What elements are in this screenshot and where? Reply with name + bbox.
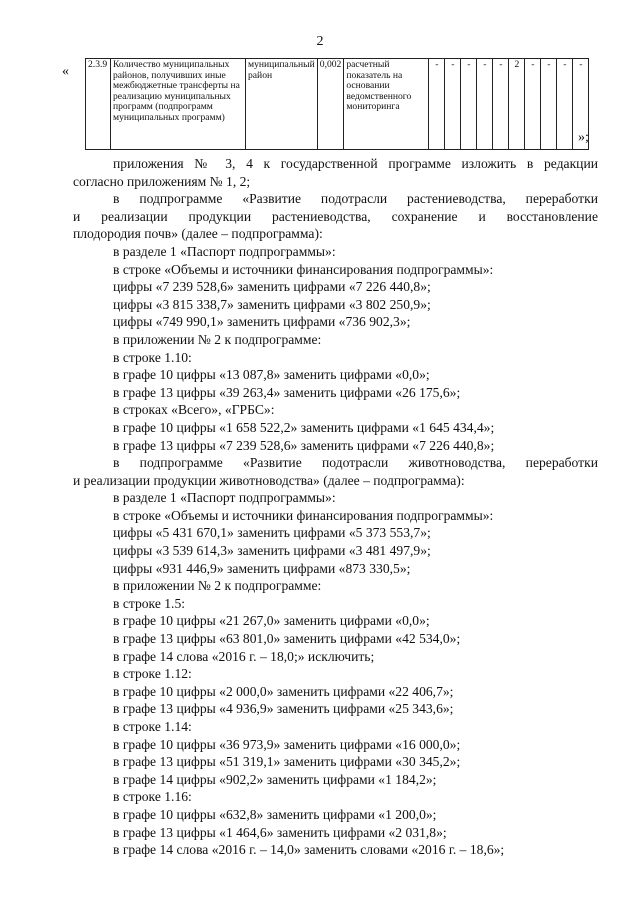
text-line: цифры «749 990,1» заменить цифрами «736 902,3»; [113, 314, 411, 330]
year-value-cell: - [525, 59, 541, 150]
amendment-table [85, 58, 589, 150]
text-line: в графе 10 цифры «1 658 522,2» заменить цифрами «1 645 434,4»; [113, 419, 495, 435]
text-line: в приложении № 2 к подпрограмме: [113, 578, 322, 594]
text-line: в строке 1.16: [113, 789, 192, 805]
year-value-cell: - [573, 59, 589, 150]
text-line: в графе 10 цифры «21 267,0» заменить цифрами «0,0»; [113, 613, 430, 629]
weight-cell: 0,002 [317, 59, 344, 150]
text-line: и реализации продукции растениеводства, сохранение и восстановление [73, 208, 598, 224]
year-value-cell: - [541, 59, 557, 150]
text-line: в графе 13 цифры «63 801,0» заменить цифрами «42 534,0»; [113, 631, 461, 647]
page-number: 2 [316, 34, 324, 49]
year-value-cell: - [429, 59, 445, 150]
text-line: в графе 13 цифры «51 319,1» заменить цифрами «30 345,2»; [113, 754, 461, 770]
row-code-cell: 2.3.9 [86, 59, 111, 150]
text-line: цифры «3 539 614,3» заменить цифрами «3 481 497,9»; [113, 543, 431, 559]
text-line: в графе 13 цифры «1 464,6» заменить цифрами «2 031,8»; [113, 824, 447, 840]
text-line: плодородия почв» (далее – подпрограмма): [73, 226, 323, 242]
closing-quote: »; [578, 130, 589, 145]
text-line: цифры «5 431 670,1» заменить цифрами «5 373 553,7»; [113, 525, 431, 541]
text-line: в графе 10 цифры «13 087,8» заменить цифрами «0,0»; [113, 367, 430, 383]
year-value-cell: - [557, 59, 573, 150]
text-line: в строке 1.5: [113, 595, 186, 611]
text-line: в графе 13 цифры «7 239 528,6» заменить цифрами «7 226 440,8»; [113, 437, 495, 453]
indicator-name-cell: Количество муниципальных районов, получивших иные межбюджетные трансферты на реализацию муниципальных программ (подпрограмм муниципальных программ) [111, 59, 246, 150]
text-line: в строке «Объемы и источники финансирования подпрограммы»: [113, 507, 494, 523]
unit-cell: муниципальный район [246, 59, 318, 150]
text-line: в приложении № 2 к подпрограмме: [113, 331, 322, 347]
year-value-cell: - [445, 59, 461, 150]
method-cell: расчетный показатель на основании ведомственного мониторинга [344, 59, 429, 150]
text-line: в подпрограмме «Развитие подотрасли животноводства, переработки [113, 455, 598, 471]
year-value-cell: - [493, 59, 509, 150]
text-line: в подпрограмме «Развитие подотрасли растениеводства, переработки [113, 191, 598, 207]
text-line: цифры «3 815 338,7» заменить цифрами «3 802 250,9»; [113, 296, 431, 312]
text-line: в графе 14 слова «2016 г. – 14,0» заменить словами «2016 г. – 18,6»; [113, 842, 505, 858]
text-line: и реализации продукции животноводства» (далее – подпрограмма): [73, 472, 465, 488]
text-line: в строке «Объемы и источники финансирования подпрограммы»: [113, 261, 494, 277]
text-line: в разделе 1 «Паспорт подпрограммы»: [113, 490, 336, 506]
text-line: в строке 1.10: [113, 349, 192, 365]
text-line: в строках «Всего», «ГРБС»: [113, 402, 275, 418]
text-line: приложения № 3, 4 к государственной программе изложить в редакции [113, 156, 598, 171]
table-row [86, 59, 589, 150]
document-body [73, 155, 598, 859]
text-line: в графе 10 цифры «36 973,9» заменить цифрами «16 000,0»; [113, 736, 461, 752]
text-line: в графе 14 цифры «902,2» заменить цифрами «1 184,2»; [113, 771, 437, 787]
text-line: в графе 10 цифры «632,8» заменить цифрами «1 200,0»; [113, 806, 437, 822]
text-line: согласно приложениям № 1, 2; [73, 173, 251, 189]
year-value-cell: 2 [509, 59, 525, 150]
text-line: в разделе 1 «Паспорт подпрограммы»: [113, 243, 336, 259]
opening-quote: « [62, 64, 69, 79]
year-value-cell: - [477, 59, 493, 150]
text-line: цифры «931 446,9» заменить цифрами «873 330,5»; [113, 560, 411, 576]
text-line: в строке 1.12: [113, 666, 192, 682]
text-line: в графе 13 цифры «4 936,9» заменить цифрами «25 343,6»; [113, 701, 454, 717]
text-line: в графе 14 слова «2016 г. – 18,0;» исключить; [113, 648, 375, 664]
year-value-cell: - [461, 59, 477, 150]
text-line: цифры «7 239 528,6» заменить цифрами «7 226 440,8»; [113, 279, 431, 295]
text-line: в строке 1.14: [113, 719, 192, 734]
text-line: в графе 13 цифры «39 263,4» заменить цифрами «26 175,6»; [113, 384, 461, 400]
text-line: в графе 10 цифры «2 000,0» заменить цифрами «22 406,7»; [113, 683, 454, 699]
